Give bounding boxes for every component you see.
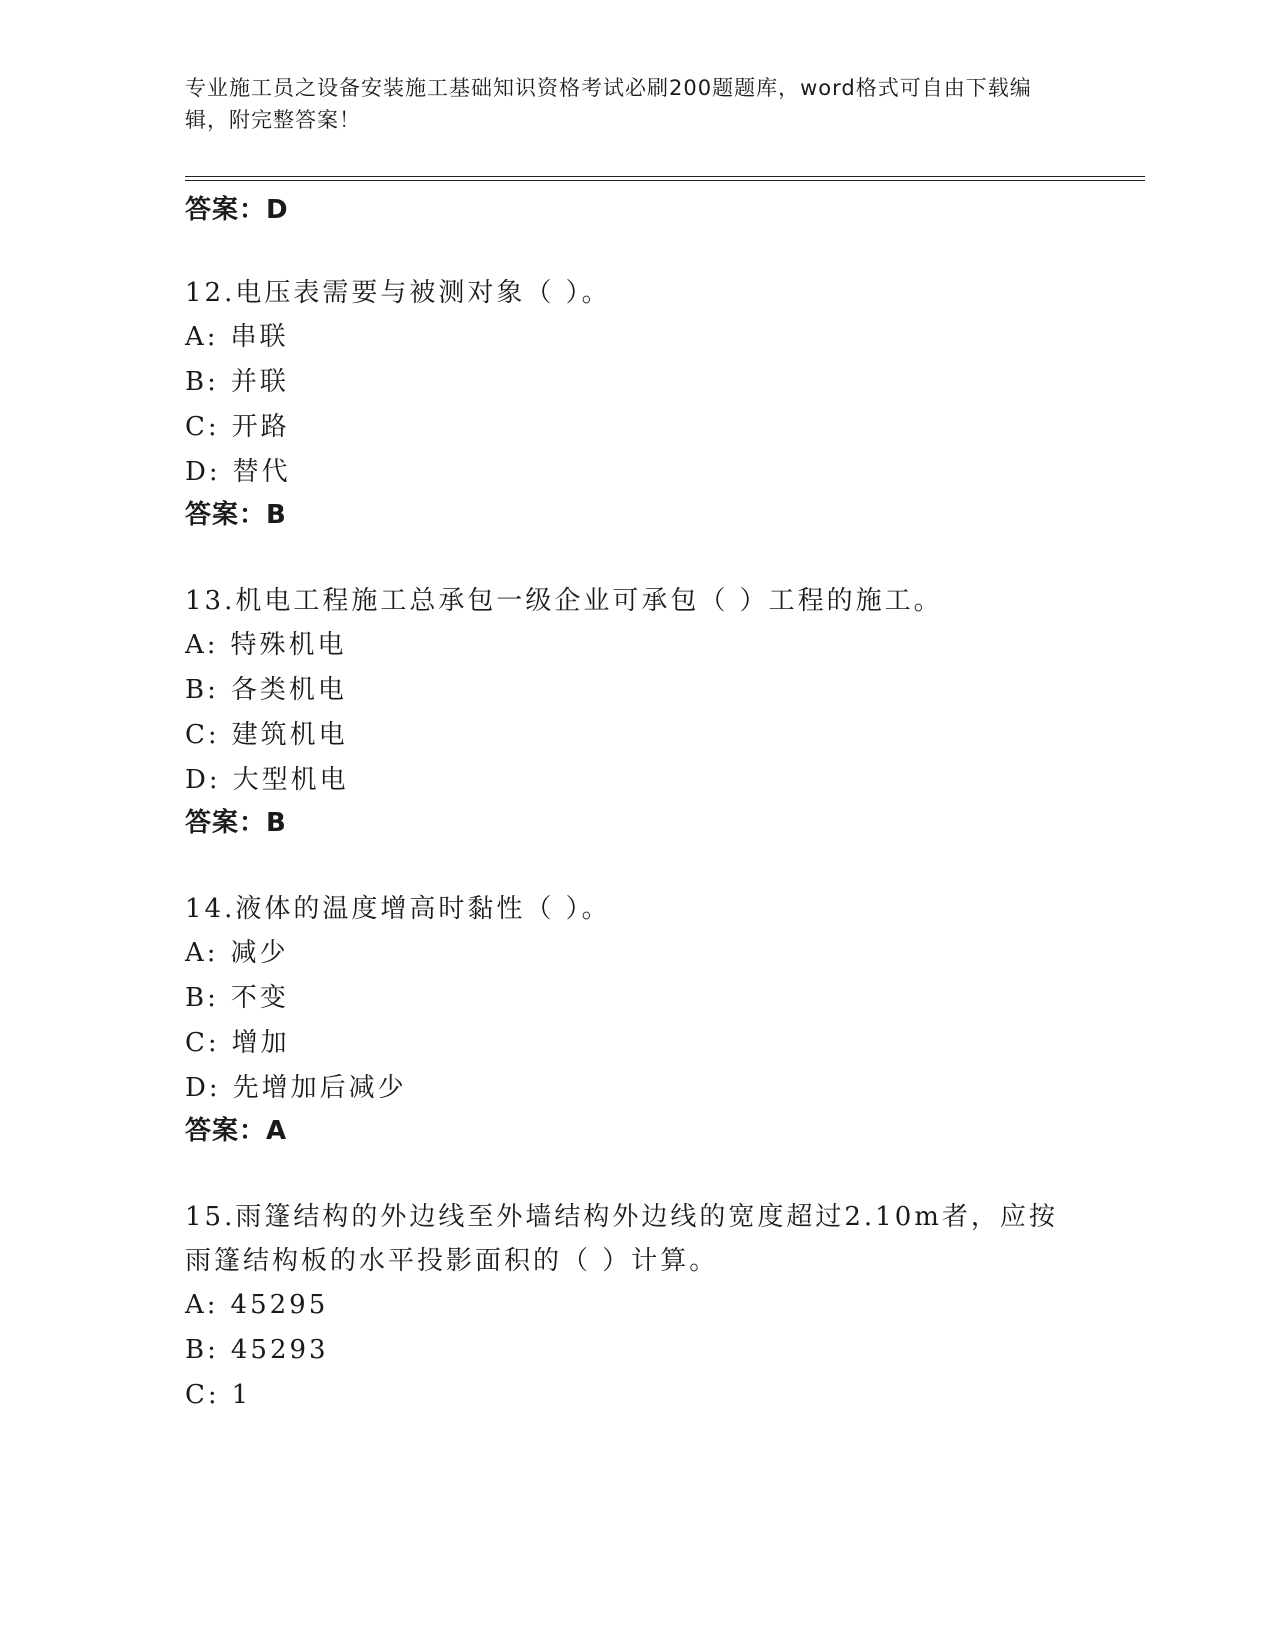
option-b [185, 1328, 1145, 1373]
option-key: B: [185, 675, 219, 705]
question-title: 15.雨篷结构的外边线至外墙结构外边线的宽度超过2.10m者，应按雨篷结构板的水平投影面积的（ ）计算。 [185, 1202, 1058, 1276]
option-text: 减少 [230, 938, 289, 968]
option-key: A: [185, 1290, 219, 1320]
question-12 [185, 271, 1145, 535]
option-text: 替代 [232, 457, 291, 487]
question-14 [185, 887, 1145, 1151]
option-b [185, 976, 1145, 1021]
question-13 [185, 579, 1145, 843]
option-key: C: [185, 412, 220, 442]
option-text: 增加 [231, 1028, 290, 1058]
question-answer: 答案：A [185, 1116, 288, 1146]
option-key: C: [185, 1028, 220, 1058]
option-text: 45293 [230, 1335, 329, 1365]
header-divider [185, 176, 1145, 181]
option-b [185, 668, 1145, 713]
option-c [185, 1021, 1145, 1066]
option-a [185, 623, 1145, 668]
option-key: B: [185, 1335, 219, 1365]
option-key: A: [185, 630, 219, 660]
question-title: 14.液体的温度增高时黏性（ ）。 [185, 894, 611, 924]
option-text: 特殊机电 [230, 630, 347, 660]
previous-answer: 答案：D [185, 195, 289, 225]
option-key: C: [185, 720, 220, 750]
question-title: 13.机电工程施工总承包一级企业可承包（ ）工程的施工。 [185, 586, 943, 616]
option-text: 45295 [230, 1290, 329, 1320]
option-c [185, 405, 1145, 450]
option-key: D: [185, 457, 221, 487]
option-key: A: [185, 938, 219, 968]
option-key: D: [185, 765, 221, 795]
question-answer: 答案：B [185, 500, 287, 530]
option-text: 开路 [231, 412, 290, 442]
option-a [185, 315, 1145, 360]
option-text: 1 [231, 1380, 252, 1410]
question-title: 12.电压表需要与被测对象（ ）。 [185, 278, 611, 308]
option-text: 建筑机电 [231, 720, 348, 750]
option-d [185, 758, 1145, 803]
option-d [185, 450, 1145, 495]
option-c [185, 713, 1145, 758]
option-text: 串联 [230, 322, 289, 352]
option-key: A: [185, 322, 219, 352]
option-c [185, 1373, 1145, 1418]
option-text: 大型机电 [232, 765, 349, 795]
option-b [185, 360, 1145, 405]
option-text: 先增加后减少 [232, 1073, 407, 1103]
question-answer: 答案：B [185, 808, 287, 838]
option-text: 并联 [230, 367, 289, 397]
option-a [185, 931, 1145, 976]
option-a [185, 1283, 1145, 1328]
option-key: D: [185, 1073, 221, 1103]
option-text: 不变 [230, 983, 289, 1013]
option-key: C: [185, 1380, 220, 1410]
document-page [185, 72, 1145, 1418]
question-15 [185, 1195, 1145, 1418]
option-d [185, 1066, 1145, 1111]
document-header: 专业施工员之设备安装施工基础知识资格考试必刷200题题库，word格式可自由下载编辑，附完整答案！ [185, 76, 1032, 132]
option-key: B: [185, 983, 219, 1013]
option-text: 各类机电 [230, 675, 347, 705]
option-key: B: [185, 367, 219, 397]
